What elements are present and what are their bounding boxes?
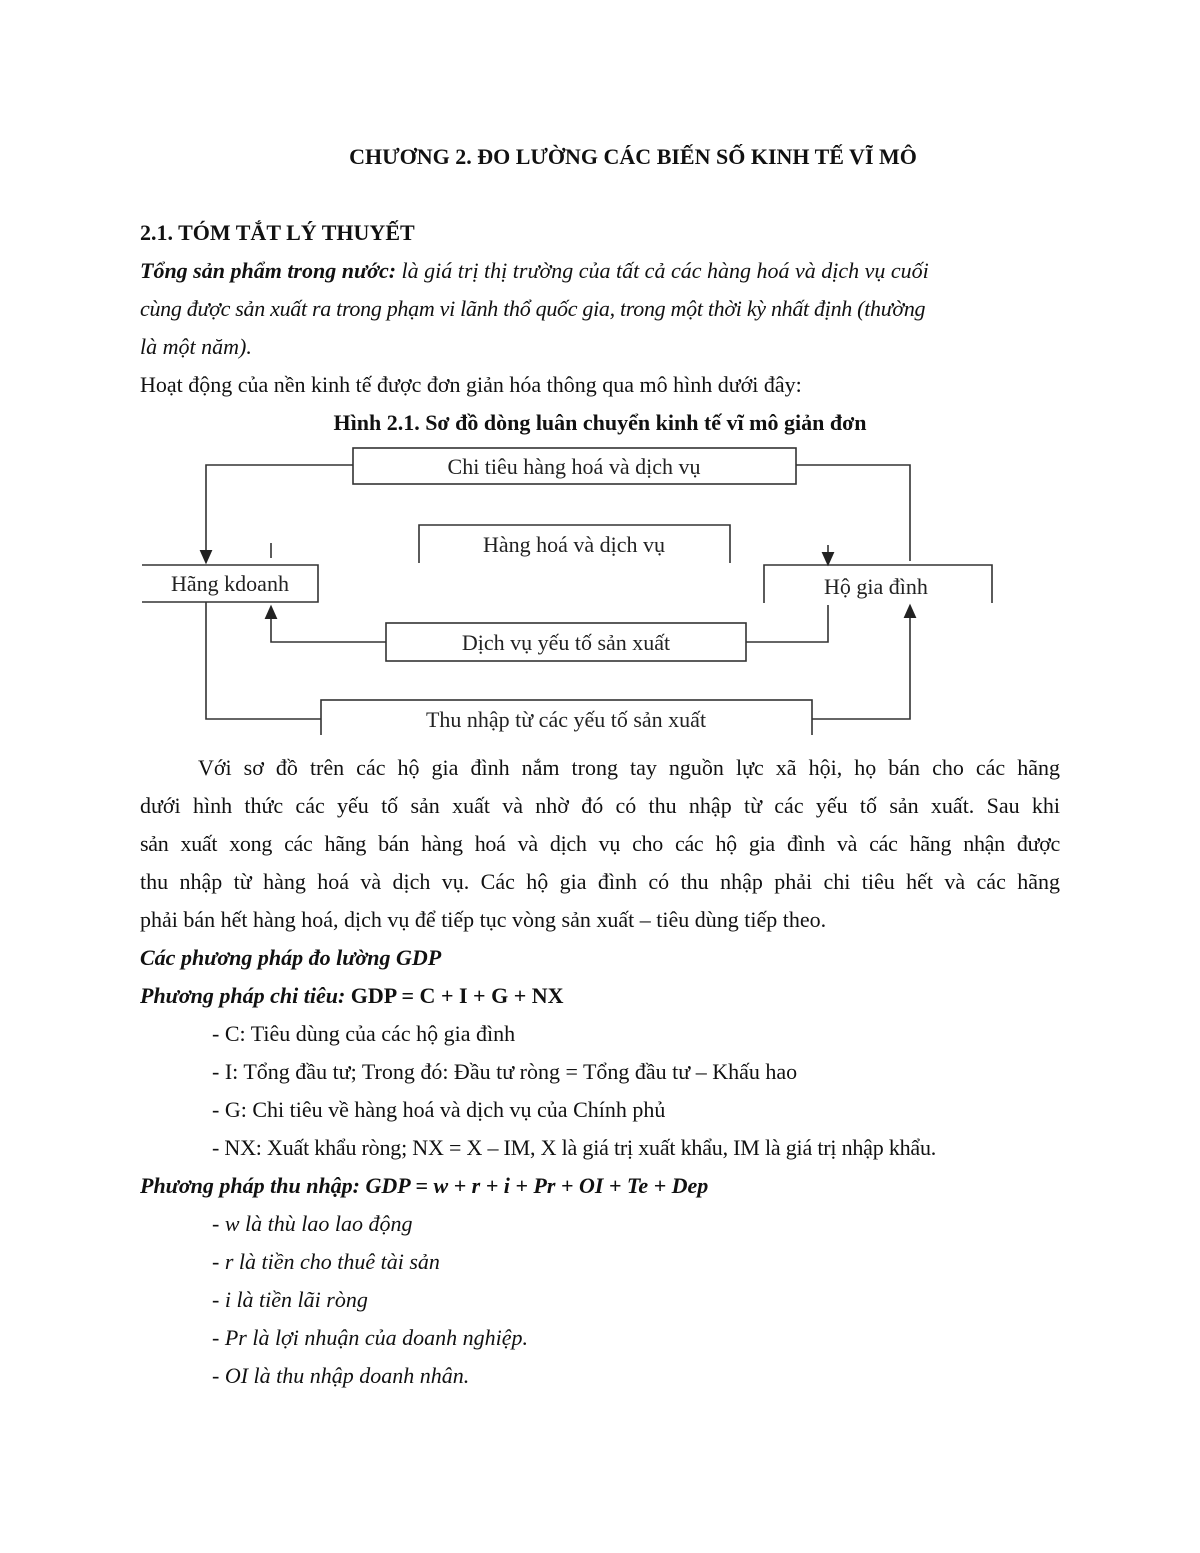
chapter-title: CHƯƠNG 2. ĐO LƯỜNG CÁC BIẾN SỐ KINH TẾ VĨ MÔ [349,144,917,169]
factor-services-line [746,605,828,642]
paragraph-line-3: sản xuất xong các hãng bán hàng hoá và dịch vụ cho các hộ gia đình và các hãng nhận được [140,831,1060,856]
expenditure-item-g: - G: Chi tiêu về hàng hoá và dịch vụ của Chính phủ [212,1097,666,1122]
expenditure-item-i: - I: Tổng đầu tư; Trong đó: Đầu tư ròng = Tổng đầu tư – Khấu hao [212,1059,798,1084]
paragraph-line-4: thu nhập từ hàng hoá và dịch vụ. Các hộ gia đình có thu nhập phải chi tiêu hết và các hãng [140,869,1060,894]
firms-label: Hãng kdoanh [171,571,289,596]
spending-flow-line [206,465,353,558]
income-heading [140,1171,1060,1201]
expenditure-heading [140,981,1060,1011]
factor-income-label: Thu nhập từ các yếu tố sản xuất [425,707,707,732]
expenditure-item-nx: - NX: Xuất khẩu ròng; NX = X – IM, X là giá trị xuất khẩu, IM là giá trị nhập khẩu. [212,1135,937,1160]
expenditure-label: Phương pháp chi tiêu: [140,983,346,1008]
factor-services-label: Dịch vụ yếu tố sản xuất [461,630,671,655]
household-spending-line [796,465,910,561]
gdp-definition-line-1 [140,256,1060,286]
paragraph-line-2: dưới hình thức các yếu tố sản xuất và nhờ đó có thu nhập từ các yếu tố sản xuất. Sau khi [140,793,1060,818]
income-formula: GDP = w + r + i + Pr + OI + Te + Dep [360,1173,709,1198]
factor-services-arrow [271,611,386,642]
figure-caption: Hình 2.1. Sơ đồ dòng luân chuyển kinh tế vĩ mô giản đơn [333,410,867,435]
factor-income-arrow [812,610,910,719]
gdp-definition-text: là giá trị thị trường của tất cả các hàng hoá và dịch vụ cuối [396,258,929,283]
spending-label: Chi tiêu hàng hoá và dịch vụ [447,454,701,479]
gdp-definition-line-3: là một năm). [140,334,252,359]
intro-line: Hoạt động của nền kinh tế được đơn giản hóa thông qua mô hình dưới đây: [140,372,802,397]
income-item-r: - r là tiền cho thuê tài sản [212,1249,440,1274]
income-item-i: - i là tiền lãi ròng [212,1287,368,1312]
gdp-definition-line-2: cùng được sản xuất ra trong phạm vi lãnh thổ quốc gia, trong một thời kỳ nhất định (thường [140,296,926,321]
gdp-definition-term: Tổng sản phẩm trong nước: [140,258,397,283]
expenditure-item-c: - C: Tiêu dùng của các hộ gia đình [212,1021,516,1046]
income-label: Phương pháp thu nhập: [140,1173,361,1198]
expenditure-formula: GDP = C + I + G + NX [345,983,564,1008]
households-label: Hộ gia đình [824,574,928,599]
income-item-w: - w là thù lao lao động [212,1211,413,1236]
circular-flow-diagram [140,445,1000,735]
factor-income-line [206,602,321,719]
section-title: 2.1. TÓM TẮT LÝ THUYẾT [140,220,415,245]
paragraph-line-1: Với sơ đồ trên các hộ gia đình nắm trong tay nguồn lực xã hội, họ bán cho các hãng [198,755,1060,780]
income-item-pr: - Pr là lợi nhuận của doanh nghiệp. [212,1325,529,1350]
income-item-oi: - OI là thu nhập doanh nhân. [212,1363,470,1388]
goods-label: Hàng hoá và dịch vụ [482,532,666,557]
paragraph-line-5: phải bán hết hàng hoá, dịch vụ để tiếp tục vòng sản xuất – tiêu dùng tiếp theo. [140,907,827,932]
methods-heading: Các phương pháp đo lường GDP [140,945,442,970]
